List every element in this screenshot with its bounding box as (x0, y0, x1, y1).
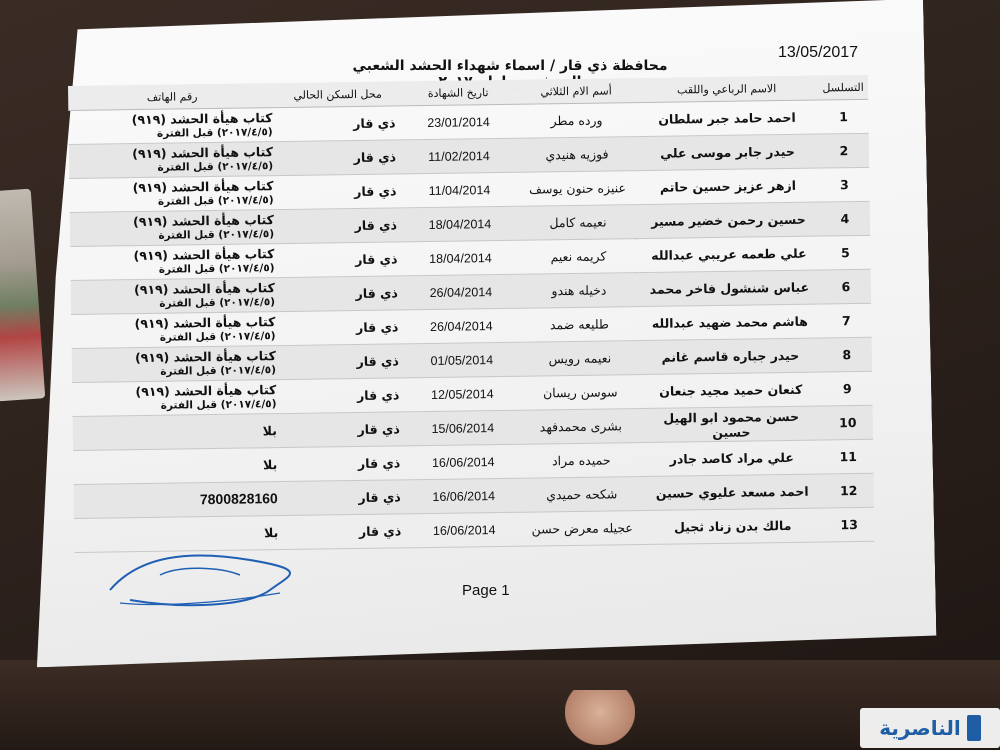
cell-phone (71, 278, 279, 315)
cell-phone (70, 244, 278, 281)
cell-martyrdom-date: 15/06/2014 (404, 410, 522, 446)
phone-line-2: (٢٠١٧/٤/٥) قبل الفترة (159, 329, 276, 344)
cell-name: مالك بدن زناد ثجيل (641, 508, 824, 545)
document-title: محافظة ذي قار / اسماء شهداء الحشد الشعبي (352, 58, 668, 74)
cell-mother-name: بشرى محمدفهد (522, 409, 640, 445)
phone-line-1: 7800828160 (199, 490, 278, 508)
cell-martyrdom-date: 12/05/2014 (403, 376, 521, 412)
background-hand (565, 690, 635, 745)
cell-name: حسن محمود ابو الهيل حسين (640, 406, 823, 443)
cell-mother-name: ورده مطر (517, 103, 635, 139)
cell-serial: 6 (821, 269, 871, 304)
cell-martyrdom-date: 16/06/2014 (405, 478, 523, 514)
document-date: 13/05/2017 (778, 44, 859, 61)
cell-name: هاشم محمد ضهيد عبدالله (638, 304, 821, 341)
cell-martyrdom-date: 18/04/2014 (401, 240, 519, 276)
column-header-serial: التسلسل (818, 75, 868, 100)
cell-serial: 10 (823, 405, 873, 440)
phone-line-1: كتاب هيأة الحشد (٩١٩) (133, 279, 275, 297)
cell-phone (71, 312, 279, 349)
cell-martyrdom-date: 26/04/2014 (402, 274, 520, 310)
cell-name: علي طعمه عريبي عبدالله (637, 236, 820, 273)
table-body (68, 99, 874, 552)
cell-phone (68, 108, 276, 145)
cell-residence: ذي قار (278, 208, 401, 244)
cell-martyrdom-date: 23/01/2014 (399, 104, 517, 140)
column-header-residence: محل السكن الحالي (276, 81, 399, 107)
cell-residence: ذي قار (282, 480, 405, 516)
cell-residence: ذي قار (281, 446, 404, 482)
phone-line-2: (٢٠١٧/٤/٥) قبل الفترة (156, 125, 273, 140)
watermark-logo (860, 708, 1000, 748)
cell-phone (70, 210, 278, 247)
logo-mark-icon (967, 715, 981, 741)
column-header-mother: أسم الام الثلاثي (517, 78, 635, 104)
cell-name: حيدر جباره قاسم غانم (639, 338, 822, 375)
cell-mother-name: فوزيه هنيدي (518, 137, 636, 173)
phone-line-2: (٢٠١٧/٤/٥) قبل الفترة (160, 363, 277, 378)
cell-residence: ذي قار (279, 276, 402, 312)
cell-phone (74, 482, 282, 519)
cell-name: كنعان حميد مجيد جنعان (639, 372, 822, 409)
phone-line-1: بلا (263, 456, 278, 472)
background-surface (0, 660, 1000, 750)
cell-serial: 8 (822, 337, 872, 372)
cell-martyrdom-date: 11/02/2014 (400, 138, 518, 174)
phone-line-1: كتاب هيأة الحشد (٩١٩) (133, 245, 275, 263)
cell-phone (69, 142, 277, 179)
cell-name: علي مراد كاصد جادر (640, 440, 823, 477)
cell-mother-name: عجيله معرض حسن (523, 511, 641, 547)
background-object (0, 189, 45, 402)
cell-serial: 1 (818, 99, 868, 134)
phone-line-2: (٢٠١٧/٤/٥) قبل الفترة (158, 227, 275, 242)
cell-mother-name: نعيمه رويس (521, 341, 639, 377)
phone-line-1: كتاب هيأة الحشد (٩١٩) (135, 381, 277, 399)
cell-martyrdom-date: 26/04/2014 (402, 308, 520, 344)
cell-name: احمد حامد جبر سلطان (635, 100, 818, 137)
cell-mother-name: دخيله هندو (520, 273, 638, 309)
phone-line-2: (٢٠١٧/٤/٥) قبل الفترة (158, 261, 275, 276)
cell-serial: 11 (823, 439, 873, 474)
cell-residence: ذي قار (281, 412, 404, 448)
cell-martyrdom-date: 11/04/2014 (400, 172, 518, 208)
cell-residence: ذي قار (277, 140, 400, 176)
cell-martyrdom-date: 16/06/2014 (405, 512, 523, 548)
cell-mother-name: طليعه ضمد (520, 307, 638, 343)
column-header-name: الاسم الرباعي واللقب (635, 76, 818, 103)
cell-name: حسين رحمن خضير مسير (637, 202, 820, 239)
column-header-date: تاريخ الشهادة (399, 80, 517, 106)
cell-residence: ذي قار (282, 514, 405, 550)
cell-serial: 13 (824, 507, 874, 542)
cell-name: احمد مسعد عليوي حسين (641, 474, 824, 511)
cell-serial: 7 (821, 303, 871, 338)
cell-residence: ذي قار (280, 344, 403, 380)
cell-name: حيدر جابر موسى علي (636, 134, 819, 171)
phone-line-1: كتاب هيأة الحشد (٩١٩) (134, 313, 276, 331)
phone-line-1: بلا (263, 524, 279, 540)
roster-table-wrapper (68, 75, 874, 553)
cell-mother-name: نعيمه كامل (519, 205, 637, 241)
cell-martyrdom-date: 01/05/2014 (403, 342, 521, 378)
phone-line-2: (٢٠١٧/٤/٥) قبل الفترة (160, 397, 277, 412)
cell-serial: 12 (823, 473, 873, 508)
phone-line-1: بلا (262, 422, 277, 438)
cell-phone (72, 346, 280, 383)
cell-phone (72, 380, 280, 417)
cell-serial: 4 (820, 201, 870, 236)
cell-phone (73, 414, 281, 451)
phone-line-1: كتاب هيأة الحشد (٩١٩) (133, 211, 274, 229)
cell-residence: ذي قار (276, 106, 399, 142)
column-header-phone: رقم الهاتف (68, 83, 276, 110)
phone-line-1: كتاب هيأة الحشد (٩١٩) (131, 109, 273, 127)
cell-serial: 5 (820, 235, 870, 270)
phone-line-2: (٢٠١٧/٤/٥) قبل الفترة (159, 295, 276, 310)
cell-residence: ذي قار (277, 174, 400, 210)
watermark-text: الناصرية (879, 716, 961, 740)
cell-residence: ذي قار (278, 242, 401, 278)
cell-martyrdom-date: 16/06/2014 (404, 444, 522, 480)
phone-line-2: (٢٠١٧/٤/٥) قبل الفترة (157, 193, 274, 208)
phone-line-1: كتاب هيأة الحشد (٩١٩) (132, 143, 274, 161)
page-number: Page 1 (462, 582, 510, 599)
cell-residence: ذي قار (280, 378, 403, 414)
cell-mother-name: سوسن ريسان (521, 375, 639, 411)
cell-residence: ذي قار (279, 310, 402, 346)
cell-mother-name: كريمه نعيم (519, 239, 637, 275)
cell-phone (69, 176, 277, 213)
phone-line-1: كتاب هيأة الحشد (٩١٩) (134, 347, 276, 365)
cell-serial: 3 (819, 167, 869, 202)
cell-mother-name: شكحه حميدي (523, 477, 641, 513)
phone-line-2: (٢٠١٧/٤/٥) قبل الفترة (157, 159, 274, 174)
cell-martyrdom-date: 18/04/2014 (401, 206, 519, 242)
signature-stamp (100, 545, 300, 615)
cell-mother-name: حميده مراد (522, 443, 640, 479)
cell-name: عباس شنشول فاخر محمد (638, 270, 821, 307)
roster-table (68, 75, 874, 553)
cell-name: ازهر عزيز حسين حاتم (636, 168, 819, 205)
cell-mother-name: عنيزه حنون يوسف (518, 171, 636, 207)
cell-serial: 9 (822, 371, 872, 406)
cell-serial: 2 (819, 133, 869, 168)
phone-line-1: كتاب هيأة الحشد (٩١٩) (132, 177, 274, 195)
cell-phone (73, 448, 281, 485)
